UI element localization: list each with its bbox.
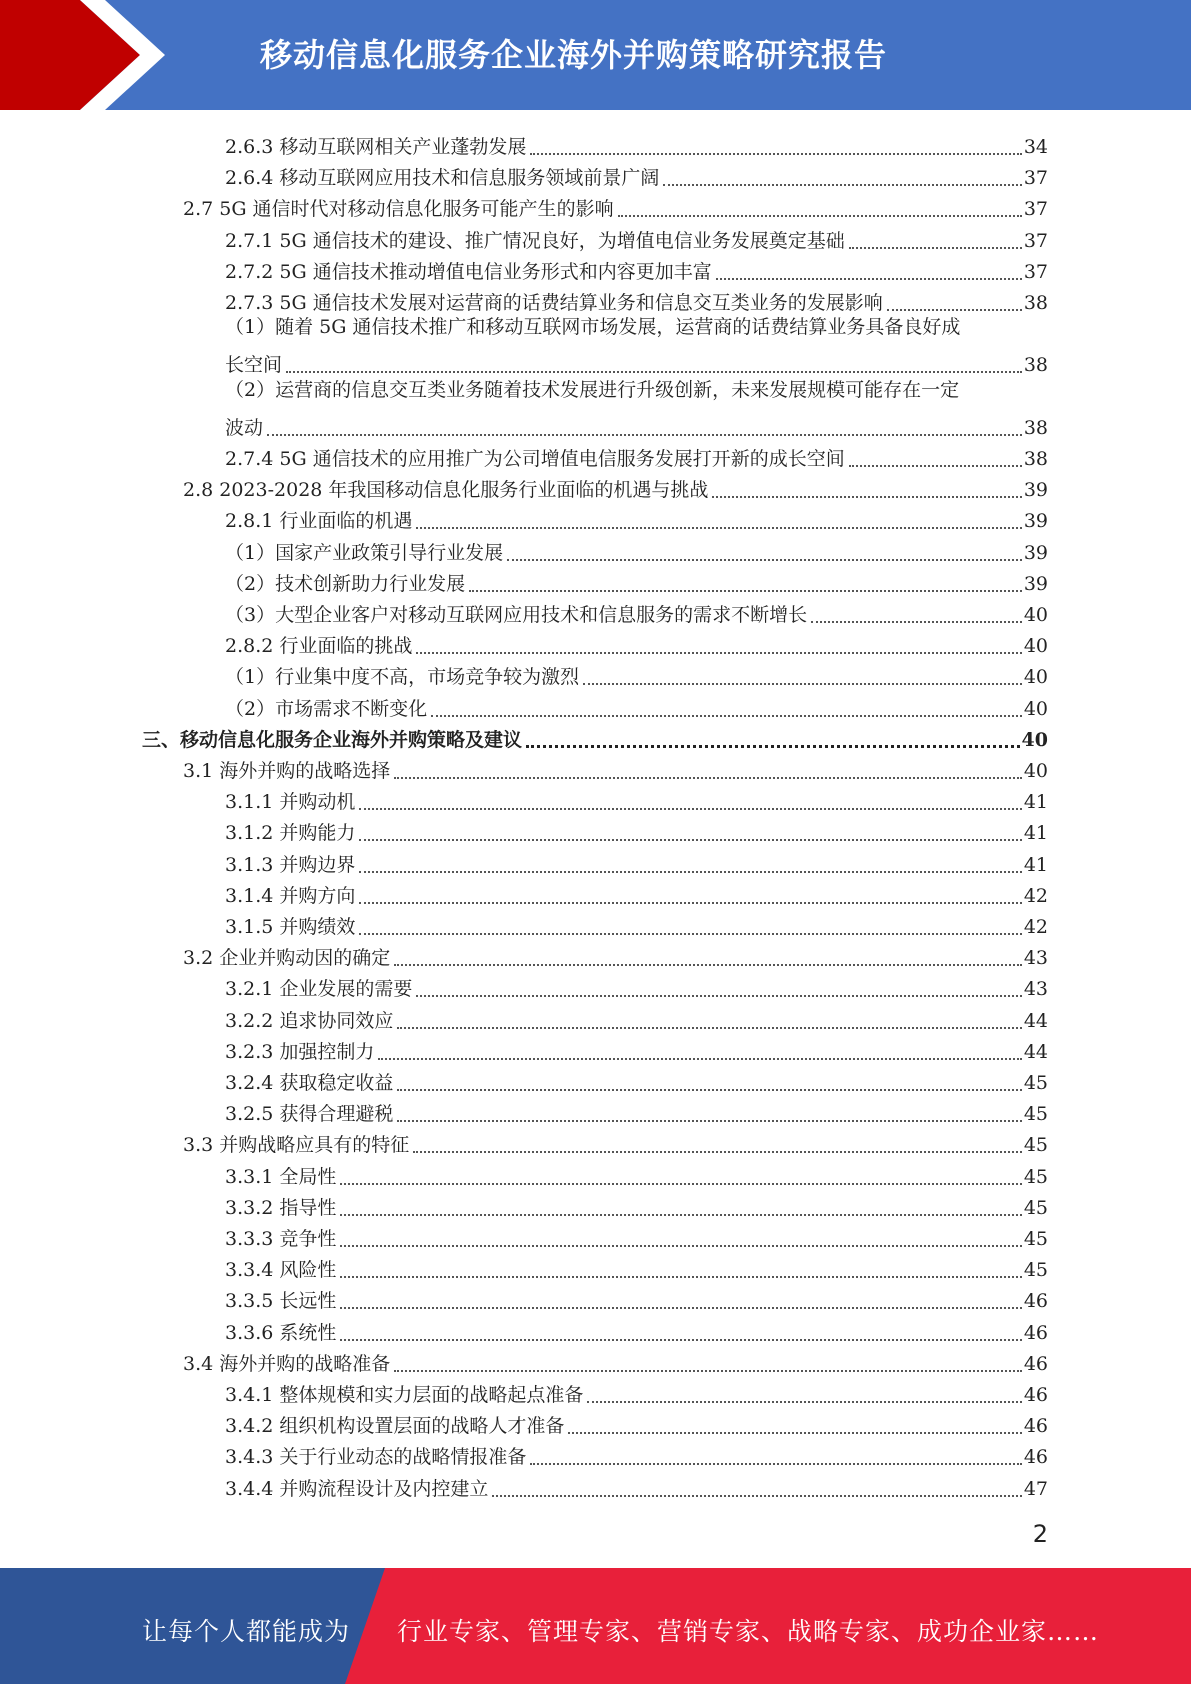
toc-entry[interactable] [225,222,1048,253]
toc-leader-dots [530,131,1021,155]
page-number: 2 [1032,1520,1048,1548]
toc-entry-label: 3.4.4 并购流程设计及内控建立 [225,1477,489,1500]
toc-page-number: 37 [1023,260,1048,283]
toc-leader-dots [359,911,1021,935]
toc-entry-label: 3.3.4 风险性 [225,1259,337,1282]
toc-entry[interactable] [225,284,1048,315]
toc-entry[interactable] [225,440,1048,471]
toc-page-number: 40 [1021,728,1048,751]
toc-leader-dots [849,225,1022,249]
toc-page-number: 45 [1023,1072,1048,1094]
toc-entry[interactable] [225,1002,1048,1033]
toc-page-number: 45 [1023,1259,1048,1282]
toc-page-number: 40 [1023,604,1048,626]
toc-page-number: 45 [1023,1103,1048,1126]
toc-leader-dots [397,1098,1021,1122]
toc-leader-dots [340,1285,1021,1309]
toc-entry-label: 3.4.2 组织机构设置层面的战略人才准备 [225,1415,565,1438]
toc-entry-label: 3.1.2 并购能力 [225,822,356,845]
toc-entry-label: 3.3.5 长远性 [225,1290,337,1313]
toc-leader-dots [712,474,1021,498]
toc-page-number: 39 [1023,510,1048,533]
toc-entry[interactable] [225,690,1048,721]
toc-entry[interactable] [225,1189,1048,1220]
toc-page-number: 39 [1023,479,1048,502]
toc-entry[interactable] [225,627,1048,658]
toc-page-number: 40 [1023,760,1048,782]
toc-entry-label: 2.7.2 5G 通信技术推动增值电信业务形式和内容更加丰富 [225,260,712,283]
toc-entry-label: （1）国家产业政策引导行业发展 [225,541,504,564]
toc-page-number: 39 [1023,541,1048,564]
toc-leader-dots [340,1192,1021,1216]
toc-entry[interactable] [225,1064,1048,1095]
toc-entry-label: 3.1.5 并购绩效 [225,916,356,938]
toc-page-number: 38 [1023,292,1048,314]
toc-page-number: 37 [1023,167,1048,190]
toc-page-number: 46 [1023,1321,1048,1344]
toc-entry-label: 3.3.6 系统性 [225,1321,337,1344]
toc-entry-label: （1）行业集中度不高，市场竞争较为激烈 [225,666,580,689]
toc-page-number: 47 [1023,1477,1048,1500]
toc-leader-dots [413,1129,1022,1153]
toc-page-number: 45 [1023,1134,1048,1157]
toc-entry-label: 2.6.4 移动互联网应用技术和信息服务领域前景广阔 [225,167,660,190]
toc-entry[interactable] [225,1314,1048,1345]
toc-entry[interactable] [225,908,1048,939]
toc-leader-dots [394,755,1022,779]
toc-leader-dots [416,630,1021,654]
toc-entry-label: 3.2.5 获得合理避税 [225,1103,394,1126]
toc-entry-label: 3.1.3 并购边界 [225,853,356,876]
toc-entry[interactable] [225,1033,1048,1064]
toc-leader-dots [340,1223,1021,1247]
toc-leader-dots [416,973,1021,997]
toc-entry[interactable] [225,1095,1048,1126]
toc-entry-label: 波动 [225,416,264,439]
toc-entry[interactable] [225,1220,1048,1251]
toc-entry[interactable] [183,752,1048,783]
toc-entry[interactable] [225,783,1048,814]
toc-leader-dots [526,723,1020,748]
toc-leader-dots [507,537,1022,561]
toc-leader-dots [431,693,1022,717]
toc-page-number: 37 [1023,229,1048,252]
toc-entry[interactable] [225,409,1048,440]
toc-page-number: 46 [1023,1352,1048,1375]
toc-entry[interactable] [225,1251,1048,1282]
toc-entry[interactable] [183,471,1048,502]
toc-entry-label: 3.1.4 并购方向 [225,884,356,907]
toc-entry[interactable] [225,877,1048,908]
toc-entry-label: 2.7 5G 通信时代对移动信息化服务可能产生的影响 [183,198,614,221]
toc-page-number: 46 [1023,1415,1048,1438]
toc-page-number: 41 [1023,791,1048,814]
toc-leader-dots [887,287,1022,311]
toc-leader-dots [530,1441,1021,1465]
toc-leader-dots [849,443,1022,467]
toc-page-number: 43 [1023,978,1048,1001]
toc-entry[interactable] [225,159,1048,190]
toc-page-number: 44 [1023,1040,1048,1063]
toc-leader-dots [583,661,1022,685]
toc-page-number: 41 [1023,853,1048,876]
toc-entry-label: 3.1.1 并购动机 [225,791,356,814]
toc-entry-line1 [225,378,1048,409]
toc-entry-label: 2.6.3 移动互联网相关产业蓬勃发展 [225,136,527,158]
toc-entry[interactable] [225,128,1048,159]
toc-leader-dots [394,1348,1022,1372]
toc-leader-dots [267,412,1022,436]
toc-entry[interactable] [225,1470,1048,1501]
toc-entry-label: 3.3.3 竞争性 [225,1228,337,1250]
toc-leader-dots [340,1317,1021,1341]
toc-entry-label: 3.3.2 指导性 [225,1196,337,1219]
toc-page-number: 45 [1023,1165,1048,1188]
toc-entry-label: 3.4 海外并购的战略准备 [183,1352,391,1375]
toc-page-number: 43 [1023,947,1048,970]
toc-entry[interactable] [225,1282,1048,1313]
toc-entry-label: 2.8.1 行业面临的机遇 [225,510,413,533]
toc-leader-dots [359,786,1021,810]
toc-entry[interactable] [225,534,1048,565]
toc-leader-dots [587,1379,1021,1403]
toc-page-number: 45 [1023,1228,1048,1250]
toc-entry-label: 长空间 [225,354,283,377]
toc-entry-label: 2.7.1 5G 通信技术的建设、推广情况良好，为增值电信业务发展奠定基础 [225,229,845,252]
toc-leader-dots [378,1036,1021,1060]
toc-entry[interactable] [225,565,1048,596]
toc-page-number: 40 [1023,666,1048,689]
toc-leader-dots [359,849,1021,873]
toc-entry-label: 3.1 海外并购的战略选择 [183,760,391,782]
toc-entry-label: （2）市场需求不断变化 [225,697,428,720]
toc-page-number: 39 [1023,572,1048,595]
toc-page-number: 34 [1023,136,1048,158]
page-header [0,0,1191,110]
toc-page-number: 46 [1023,1384,1048,1406]
toc-entry[interactable] [225,846,1048,877]
toc-entry-label: 3.2 企业并购动因的确定 [183,947,391,970]
toc-leader-dots [568,1410,1021,1434]
toc-entry-label: 三、移动信息化服务企业海外并购策略及建议 [142,728,523,751]
toc-entry[interactable] [142,721,1048,752]
toc-entry[interactable] [225,658,1048,689]
toc-entry-line1 [225,315,1048,346]
toc-entry-label: 2.7.4 5G 通信技术的应用推广为公司增值电信服务发展打开新的成长空间 [225,448,845,470]
toc-page-number: 44 [1023,1009,1048,1032]
toc-entry[interactable] [225,1376,1048,1407]
footer-slogan-right: 行业专家、管理专家、营销专家、战略专家、成功企业家…… [397,1617,1100,1646]
toc-entry-label: 3.3 并购战略应具有的特征 [183,1134,410,1157]
toc-entry[interactable] [225,346,1048,377]
toc-entry[interactable] [183,1126,1048,1157]
toc-page-number: 41 [1023,822,1048,845]
toc-entry-label: （2）运营商的信息交互类业务随着技术发展进行升级创新，未来发展规模可能存在一定 [225,378,960,401]
toc-entry[interactable] [225,253,1048,284]
toc-page-number: 46 [1023,1290,1048,1313]
toc-leader-dots [359,880,1021,904]
toc-leader-dots [716,256,1022,280]
toc-leader-dots [359,817,1021,841]
toc-entry[interactable] [225,1407,1048,1438]
toc-entry-label: 3.4.3 关于行业动态的战略情报准备 [225,1446,527,1469]
page-footer [0,1568,1191,1684]
toc-leader-dots [340,1161,1021,1185]
toc-page-number: 40 [1023,697,1048,720]
toc-entry[interactable] [225,1158,1048,1189]
toc-entry-label: 3.2.1 企业发展的需要 [225,978,413,1001]
toc-page-number: 38 [1023,448,1048,470]
toc-entry[interactable] [225,502,1048,533]
toc-leader-dots [397,1005,1021,1029]
toc-leader-dots [618,193,1022,217]
toc-page-number: 40 [1023,635,1048,658]
document-title: 移动信息化服务企业海外并购策略研究报告 [260,36,888,74]
toc-page-number: 38 [1023,354,1048,377]
toc-entry-label: 2.8 2023-2028 年我国移动信息化服务行业面临的机遇与挑战 [183,479,709,502]
toc-entry[interactable] [225,814,1048,845]
toc-page-number: 37 [1023,198,1048,221]
toc-page-number: 46 [1023,1446,1048,1469]
toc-page-number: 42 [1023,884,1048,907]
toc-entry-label: 3.2.2 追求协同效应 [225,1009,394,1032]
toc-entry-label: 3.2.4 获取稳定收益 [225,1072,394,1094]
toc-leader-dots [340,1254,1021,1278]
toc-leader-dots [286,349,1022,373]
toc-entry[interactable] [225,970,1048,1001]
toc-page-number: 38 [1023,416,1048,439]
toc-entry-label: 2.8.2 行业面临的挑战 [225,635,413,658]
toc-leader-dots [397,1067,1021,1091]
toc-entry[interactable] [225,596,1048,627]
toc-page-number: 45 [1023,1196,1048,1219]
toc-leader-dots [394,942,1022,966]
toc-entry-label: 3.4.1 整体规模和实力层面的战略起点准备 [225,1384,584,1406]
toc-entry[interactable] [183,939,1048,970]
toc-entry-label: （2）技术创新助力行业发展 [225,572,466,595]
toc-entry-label: 3.2.3 加强控制力 [225,1040,375,1063]
toc-leader-dots [416,505,1021,529]
footer-slogan-left: 让每个人都能成为 [142,1617,351,1646]
toc-entry-label: （1）随着 5G 通信技术推广和移动互联网市场发展，运营商的话费结算业务具备良好成 [225,316,961,339]
toc-leader-dots [492,1473,1021,1497]
toc-leader-dots [663,162,1021,186]
toc-leader-dots [469,568,1022,592]
toc-entry[interactable] [225,1438,1048,1469]
toc-leader-dots [811,599,1022,623]
toc-entry[interactable] [183,1345,1048,1376]
toc-entry[interactable] [183,190,1048,221]
toc-entry-label: （3）大型企业客户对移动互联网应用技术和信息服务的需求不断增长 [225,604,808,626]
toc-page-number: 42 [1023,916,1048,938]
toc-entry-label: 3.3.1 全局性 [225,1165,337,1188]
toc-entry-label: 2.7.3 5G 通信技术发展对运营商的话费结算业务和信息交互类业务的发展影响 [225,292,883,314]
